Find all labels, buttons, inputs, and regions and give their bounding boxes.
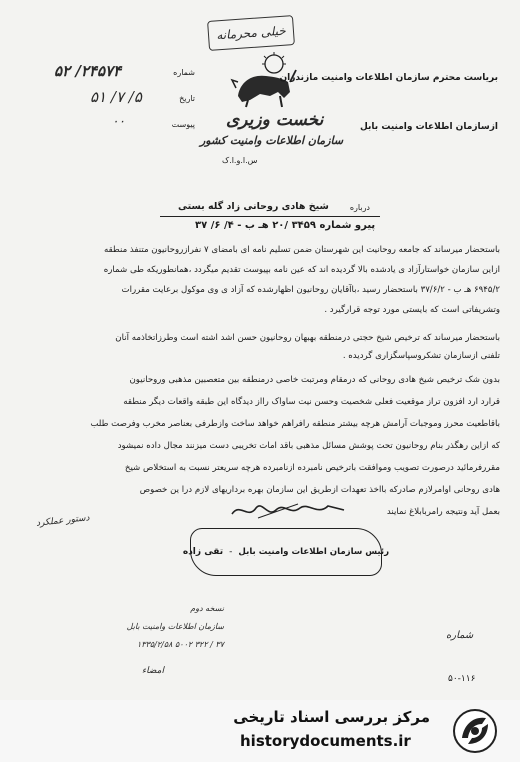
subject-reference: پیرو شماره ۳۴۵۹ /۲۰ هـ ب - ۴/ ۶/ ۳۷ (195, 220, 376, 231)
form-code: ۵۰-۱۱۶ (448, 674, 476, 684)
body-line: باقاطعیت محرز وموجبات آرامش هرچه بیشتر منطقه رافراهم خواهد ساخت وازطرفی بعناصر مخرب وفرصت طلب (90, 419, 500, 429)
meta-label-date: تاریخ (179, 94, 195, 103)
signature-name: تقی زاده (182, 547, 224, 557)
body-line: بدون شک ترخیص شیخ هادی روحانی که درمقام ومرتبت خاصی درمنطقه بین متعصبین مذهبی وروحانیون (129, 375, 500, 385)
sender-line: ازسازمان اطلاعات وامنیت بابل (360, 122, 498, 132)
meta-value-attachment: ۰۰ (112, 114, 125, 128)
signature-separator: - (229, 547, 233, 557)
bottom-note-line: ۱۳۳۵/۲/۵۸ ۵۰۰۲ ۳۲۲ / ۳۷ (136, 640, 224, 649)
ministry-title: نخست وزیری (226, 110, 324, 130)
bottom-note-line: امضاء (141, 666, 164, 676)
copy-label: شماره (446, 630, 474, 641)
subject-underline (160, 216, 380, 217)
body-line: باستحضار میرساند که جامعه روحانیت این شهرستان ضمن تسلیم نامه ای بامضای ۷ نفرازروحانیون متنفذ منطقه (103, 245, 500, 255)
watermark-title: مرکز بررسی اسناد تاریخی (233, 708, 430, 726)
org-title: سازمان اطلاعات وامنیت کشور (200, 134, 344, 147)
office-code: س.ا.و.ا.ک (222, 156, 258, 165)
watermark-footer (0, 700, 520, 762)
classification-stamp-text: خیلی محرمانه (215, 23, 287, 43)
archive-logo-icon (452, 708, 498, 754)
body-line: وتشریفاتی است که بایستی مورد توجه قرارگیرد . (324, 305, 500, 315)
margin-note: دستور عملکرد (35, 513, 91, 529)
body-line: مقررفرمائید درصورت تصویب وموافقت باترخیص نامبرده ازنامبرده هرچه سریعتر نسبت به استخلاص شیخ (124, 463, 500, 473)
meta-label-attachment: پیوست (171, 120, 195, 129)
subject-text: شیخ هادی روحانی زاد گله بستی (178, 201, 329, 212)
body-line: تلفنی ازسازمان تشکروسپاسگزاری گردیده . (342, 351, 500, 361)
body-line: قرارد ارد افزون تراز موقعیت فعلی شخصیت وحسن نیت ساواک رااز دیدگاه این طبقه واقعات دیگر منطقه (123, 397, 500, 407)
subject-label: درباره (349, 203, 370, 212)
meta-label-number: شماره (173, 68, 195, 77)
bottom-notes (34, 604, 224, 699)
meta-block (50, 62, 195, 132)
meta-value-number: ۲۴۵۷۴/ ۵۲ (54, 62, 122, 80)
bottom-note-line: سازمان اطلاعات وامنیت بابل (126, 622, 224, 631)
handwritten-signature (228, 498, 348, 522)
watermark-url: historydocuments.ir (240, 732, 411, 750)
body-line: ازاین سازمان خواستارآزاد ی یادشده بالا گردیده اند که عین نامه بپیوست تقدیم میگردد ،همانطوریکه طی شماره (103, 265, 500, 275)
classification-stamp (207, 15, 295, 51)
signature-box (182, 528, 390, 576)
body-line: هادی روحانی اوامرلازم صادرکه بااخذ تعهدات ازطریق این سازمان بهره برداریهای لازم درا ین خصوص (139, 485, 500, 495)
body-line: باستحضار میرساند که ترخیص شیخ حجتی درمنطقه بهبهان روحانیون حسن اشد اشته است وطرزاتخاذمه آنان (115, 333, 500, 343)
recipient-line: بریاست محترم سازمان اطلاعات وامنیت مازندران (279, 73, 498, 83)
signature-title: رئیس سازمان اطلاعات وامنیت بابل (238, 547, 390, 557)
body-line: که ازاین رهگذر بنام روحانیون تحت پوشش مسائل مذهبی باقد امات تخریبی دست میزنند مجال داده نمیشود (117, 441, 500, 451)
body-line: ۶۹۴۵/۲ هـ ب - ۳۷/۶/۲ باستحضار رسید ،باآقایان روحانیون اظهارشده که آزاد ی وی موکول برعایت مقررات (121, 285, 500, 295)
meta-value-date: ۵/ ۷/ ۵۱ (90, 88, 142, 106)
bottom-note-line: نسخه دوم (190, 604, 224, 613)
body-line: بعمل آید ونتیجه رامربابلاغ نمایند (386, 507, 500, 517)
